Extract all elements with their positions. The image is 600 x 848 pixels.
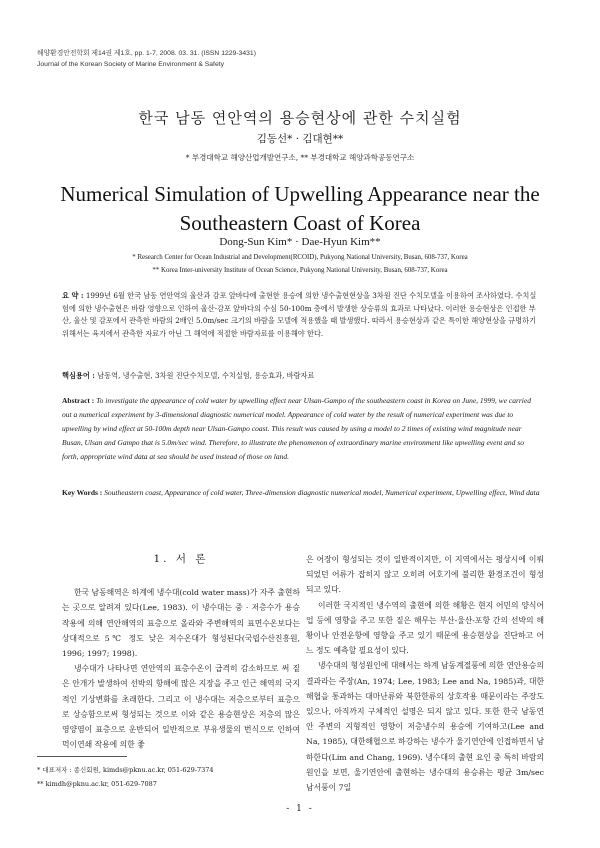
left-column: [62, 552, 300, 752]
korean-keywords-text: 남동역, 냉수출현, 3차원 진단수치모델, 수치실험, 용승효과, 바람자료: [97, 371, 315, 380]
footnote-divider: [37, 756, 127, 757]
korean-abstract-text: 1999년 6월 한국 남동 연안역의 울산과 감포 앞바다에 출현한 용승에 의한 냉수출현현상을 3차원 진단 수치모델을 이용하여 조사하였다. 수치실험에 의한 냉수출현은 바람 영향으로 인하여 울산-감포 앞바다의 수심 50-100m 층에서 발생한 상승류의 효과로 나타났다. 이러한 용승현상은 인접한 부산, 울산 및 감포에서 관측한 바람의 2배인 5.0m/sec 크기의 바람을 모델에 적용했을 때 발생했다. 따라서 용승현상과 같은 특이한 해양현상을 규명하기 위해서는 육지에서 관측한 자료가 아닌 그 해역에 적절한 바람자료를 이용해야 한다.: [62, 291, 537, 338]
korean-keywords-label: 핵심용어 :: [62, 371, 95, 380]
english-affiliation: [0, 251, 600, 277]
english-keywords-label: Key Words :: [62, 488, 103, 497]
footnotes: [37, 764, 214, 791]
korean-title: 한국 남동 연안역의 용승현상에 관한 수치실험: [138, 109, 462, 127]
english-keywords: [62, 486, 540, 500]
footnote-1: * 대표저자 : 종신회원, kimds@pknu.ac.kr, 051-629-7374: [37, 766, 214, 774]
english-title: [0, 180, 600, 238]
english-title-line2: Southeastern Coast of Korea: [179, 211, 421, 235]
english-abstract: [62, 394, 540, 464]
english-keywords-text: Southeastern coast, Appearance of cold water, Three-dimension diagnostic numerical model, Numerical experiment, Upwelling effect, Wind data: [104, 488, 540, 497]
right-column: [306, 552, 544, 795]
intro-paragraph-4: 이러한 국지적인 냉수역의 출현에 의한 해황은 현지 어민의 양식어업 등에 영향을 주고 또한 짙은 해무는 부산-울산-포항 간의 선박의 해황이나 안전운항에 영향을 주고 있기 때문에 용승현상을 진단하고 어느 정도 예측할 필요성이 있다.: [306, 600, 544, 656]
journal-citation: 해양환경안전학회 제14권 제1호, pp. 1-7, 2008. 03. 31. (ISSN 1229-3431): [37, 50, 256, 57]
intro-paragraph-3: 은 어장이 형성되는 것이 일반적이지만, 이 지역에서는 평상시에 이뤄되었던 어류가 잡히지 않고 오히려 어호기에 불리한 환경조건이 형성되고 있다.: [306, 555, 544, 595]
korean-abstract: [62, 290, 540, 340]
english-affiliation-line2: ** Korea Inter-university Institute of Ocean Science, Pukyong National University, Busan, 608-737, Korea: [152, 267, 448, 274]
journal-name: Journal of the Korean Society of Marine Environment & Safety: [37, 61, 225, 68]
english-authors: Dong-Sun Kim* · Dae-Hyun Kim**: [219, 236, 381, 248]
korean-abstract-label: 요 약 :: [62, 291, 84, 300]
journal-header: [37, 48, 256, 70]
footnote-2: ** kimdh@pknu.ac.kr, 051-629-7087: [37, 779, 157, 788]
intro-paragraph-2: 냉수대가 나타나면 연안역의 표층수온이 급격히 감소하므로 써 짙은 안개가 발생하여 선박의 항해에 많은 지장을 주고 인근 해역의 국지적인 기상변화를 초래한다. 그리고 이 냉수대는 저층으로부터 표층으로 상승함으로써 형성되는 것으로 이와 같은 용승현상은 저층의 많은 영양염이 표층으로 운반되어 일반적으로 부유생물의 번식으로 인하여 먹이연쇄 작용에 의한 좋: [62, 664, 300, 750]
english-affiliation-line1: * Research Center for Ocean Industrial and Development(RCOID), Pukyong National University, Busan, 608-737, Korea: [132, 254, 468, 261]
english-abstract-text: To investigate the appearance of cold water by upwelling effect near Ulsan-Gampo of the southeastern coast in Korea on June, 1999, we carried out a numerical experiment by 3-dimensional diagnostic numerical model. Appearance of cold water by the result of numerical experiment was due to upwelling by wind effect at 50-100m depth near Ulsan-Gampo coast. This result was caused by using a model to 2 times of existing wind magnitude near Busan, Ulsan and Gampo that is 5.0m/sec wind. Therefore, to illustrate the phenomenon of extraordinary marine environment like upwelling event and so forth, appropriate wind data at sea should be used instead of those on land.: [62, 396, 531, 461]
korean-affiliation: * 부경대학교 해양산업개발연구소, ** 부경대학교 해양과학공동연구소: [185, 153, 415, 162]
intro-paragraph-1: 한국 남동해역은 하계에 냉수대(cold water mass)가 자주 출현하는 곳으로 알려져 있다(Lee, 1983). 이 냉수대는 중 · 저층수가 용승작용에 의해 연안해역의 표층으로 올라와 주변해역의 표면수온보다는 상대적으로 5℃ 정도 낮은 저수온대가 형성된다(국립수산진흥원, 1996; 1997; 1998).: [62, 588, 300, 659]
intro-paragraph-5: 냉수대의 형성원인에 대해서는 하계 남동계절풍에 의한 연안용승의 결과라는 주장(An, 1974; Lee, 1983; Lee and Na, 1985)과, 대한해협을 통과하는 대마난류와 북한한류의 상호작용 때문이라는 주장도 있으나, 아직까지 구체적인 설명은 되지 않고 있다. 또한 한국 남동연안 주변의 지형적인 영향이 저층냉수의 용승에 기여하고(Lee and Na, 1985), 대한해협으로 하강하는 냉수가 울기연안에 인접하면서 남하한다(Lim and Chang, 1969). 냉수대의 출현 요인 중 특히 바람의 원인을 보면, 울기연안에 출현하는 냉수대의 용승류는 평균 3m/sec 남서풍이 7일: [306, 661, 544, 793]
section-title: 1. 서 론: [153, 553, 209, 565]
page-number: - 1 -: [286, 804, 314, 814]
korean-keywords: [62, 370, 540, 383]
english-abstract-label: Abstract :: [62, 396, 95, 405]
korean-authors: 김동선* · 김대현**: [256, 133, 344, 145]
english-title-line1: Numerical Simulation of Upwelling Appearance near the: [60, 182, 540, 206]
